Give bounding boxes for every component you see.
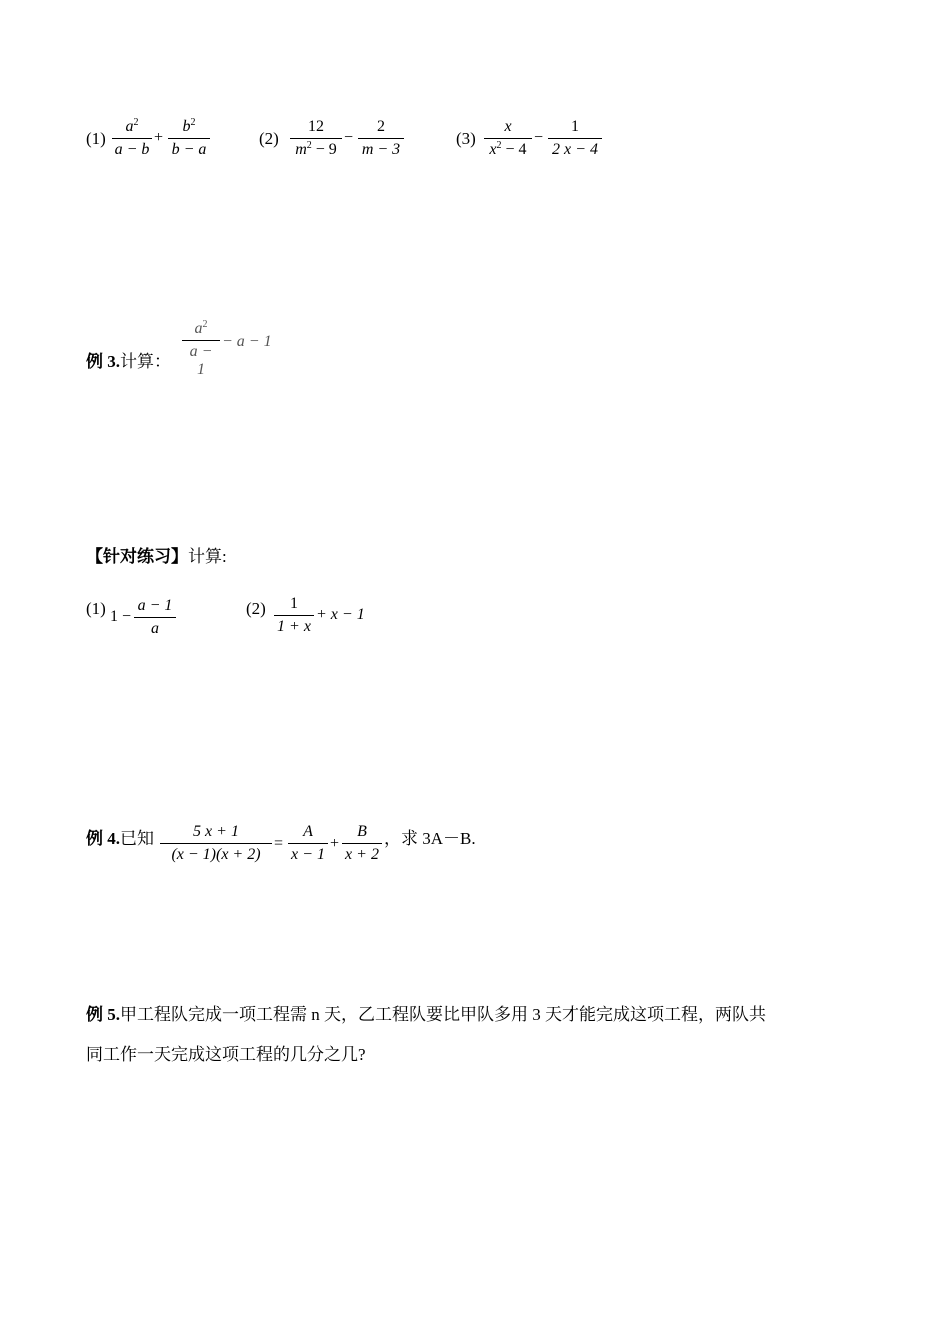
operator: − [344,129,354,146]
practice-title: 【针对练习】 [86,547,188,566]
problem-1-label: (1) [86,129,106,148]
fraction: 2 m − 3 [358,118,404,159]
problem-3-label: (3) [456,129,476,148]
operator: + [154,129,164,146]
fraction: 1 2 x − 4 [548,118,602,159]
practice-instruction: 计算: [188,547,227,566]
practice-q2-label: (2) [246,599,266,618]
example-4-text: 已知 [120,829,154,848]
example-3-label: 例 3. [86,352,120,371]
example-4-label: 例 4. [86,829,120,848]
fraction: $a^2$ a − b [112,118,152,159]
problem-2-label: (2) [259,129,279,148]
equals-sign: = [274,835,284,852]
example-5-line-2: 同工作一天完成这项工程的几分之几? [86,1045,366,1064]
expression-tail: + x − 1 [316,606,365,623]
expression-tail: − a − 1 [222,333,272,350]
fraction: 5 x + 1 (x − 1)(x + 2) [160,823,272,864]
practice-q1-lead: 1 − [110,608,132,625]
example-4-question: ，求 3A－B. [384,829,476,848]
example-5-label: 例 5. [86,1005,120,1024]
fraction: 12 $m^2 - 9$ [290,118,342,159]
fraction: $a^2$ a − 1 [182,320,220,379]
example-5-line-1: 甲工程队完成一项工程需 n 天，乙工程队要比甲队多用 3 天才能完成这项工程，两队共 [120,1005,766,1024]
fraction: 1 1 + x [274,595,314,636]
example-3-text: 计算： [120,352,171,371]
fraction: $b^2$ b − a [168,118,210,159]
fraction: a − 1 a [134,597,176,638]
fraction: x $x^2 - 4$ [484,118,532,159]
operator: − [534,129,544,146]
practice-q1-label: (1) [86,599,106,618]
fraction: A x − 1 [288,823,328,864]
operator: + [330,835,340,852]
fraction: B x + 2 [342,823,382,864]
